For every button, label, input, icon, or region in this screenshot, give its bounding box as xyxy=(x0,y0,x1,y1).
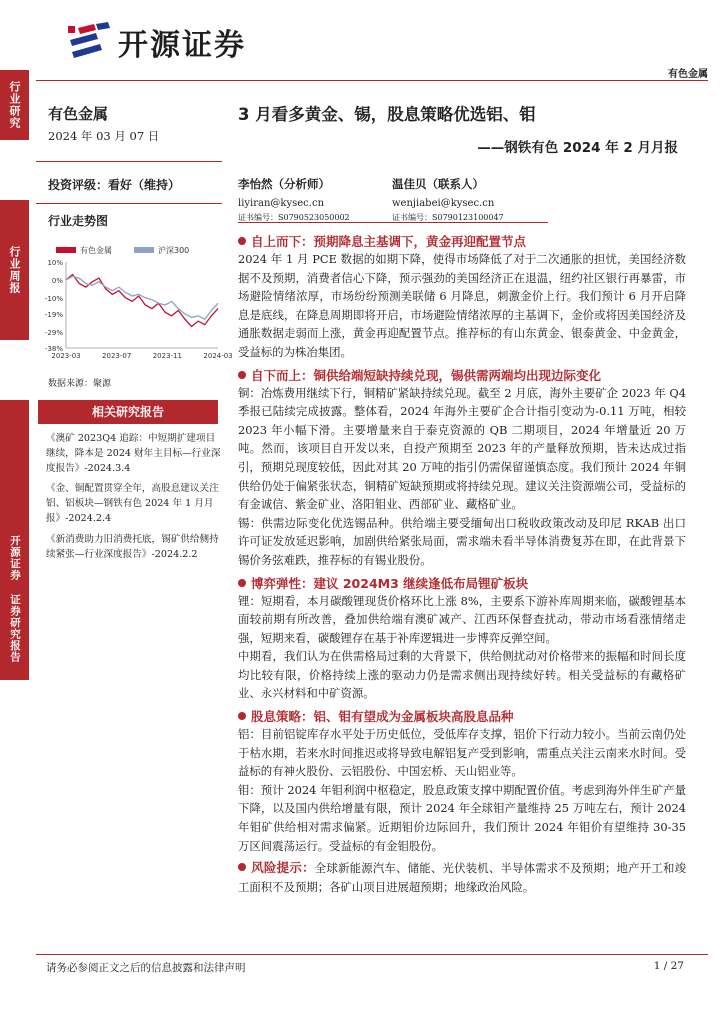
page-number: 1 / 27 xyxy=(653,960,684,972)
analyst-1 xyxy=(238,176,350,223)
sidebar-middle-label: 行业周报 xyxy=(8,246,21,294)
sidebar-top-label: 行业研究 xyxy=(8,81,21,129)
section-title-text: 博弈弹性：建议 2024M3 继续逢低布局锂矿板块 xyxy=(251,575,529,591)
y-tick-label: 10% xyxy=(47,259,63,267)
footer-disclaimer: 请务必参阅正文之后的信息披露和法律声明 xyxy=(46,962,246,974)
trend-chart xyxy=(34,240,233,370)
analyst-name: 温佳贝（联系人） xyxy=(392,177,484,191)
series-line xyxy=(66,275,218,327)
series-line xyxy=(66,276,218,319)
left-rule-2 xyxy=(36,203,222,204)
section-title xyxy=(238,232,686,250)
page-subtitle: ——钢铁有色 2024 年 2 月月报 xyxy=(477,140,678,156)
risk-paragraph xyxy=(238,859,686,896)
analyst-email[interactable]: liyiran@kysec.cn xyxy=(238,198,325,209)
section-title xyxy=(238,366,686,384)
section-top-down xyxy=(238,232,686,362)
analyst-cert: 证书编号：S0790523050002 xyxy=(238,213,350,222)
related-reports xyxy=(46,432,222,568)
section-body-2: 中期看，我们认为在供需格局过剩的大背景下，供给侧扰动对价格带来的振幅和时间长度均比较有限，价格持续上涨的驱动力仍是需求侧出现持续好转。相关受益标的有藏格矿业、永兴材料和中矿资源。 xyxy=(238,649,686,701)
section-body-2: 钼：预计 2024 年钼利润中枢稳定，股息政策支撑中期配置价值。考虑到海外伴生矿产量下降，以及国内供给增量有限，预计 2024 年全球钼产量维持 25 万吨左右，预计 2024 年钼矿供给相对需求偏紧。近期钼价边际回升，我们预计 2024 年钼价有望维持 30-35 万区间震荡运行。受益标的有金钼股份。 xyxy=(238,782,686,853)
related-report-item[interactable]: 《澳矿 2023Q4 追踪：中短期扩建项目继续，降本是 2024 财年主目标—行业深度报告》-2024.3.4 xyxy=(46,433,221,474)
legend-label: 有色金属 xyxy=(80,246,112,255)
analyst-name: 李怡然（分析师） xyxy=(238,177,330,191)
bullet-icon xyxy=(238,371,246,379)
bullet-icon xyxy=(238,863,246,871)
section-body: 铜：冶炼费用继续下行，铜精矿紧缺持续兑现。截至 2 月底，海外主要矿企 2023 年 Q4 季报已陆续完成披露。整体看，2024 年海外主要矿企合计指引变动为-0.11 万吨，相较 2023 年小幅下滑。主要增量来自于泰克资源的 QB 二期项目，2024 年增量近 20 万吨。然而，该项目自开发以来，自投产预期至 2023 年的产量释放预期，皆未达成过指引，预期兑现度较低，因此对其 20 万吨的指引仍需保留谨慎态度。我们预计 2024 年铜供给仍处于偏紧张状态，铜精矿短缺预期或将持续兑现。建议关注资源端公司，受益标的有金诚信、紫金矿业、洛阳钼业、西部矿业、藏格矿业。 xyxy=(238,385,686,512)
legend-swatch xyxy=(56,247,76,253)
data-source: 数据来源：聚源 xyxy=(48,379,112,389)
related-report-item[interactable]: 《金、铜配置贯穿全年，高股息建议关注铝、铝板块—钢铁有色 2024 年 1 月月报》-2024.2.4 xyxy=(46,483,219,524)
sidebar-middle xyxy=(0,200,29,340)
section-title xyxy=(238,574,686,592)
section-title xyxy=(238,707,686,725)
section-body: 2024 年 1 月 PCE 数据的如期下降，使得市场降低了对于二次通胀的担忧，美国经济数据不及预期，消费者信心下降，预示强劲的美国经济正在退温，纽约社区银行再暴雷，市场避险情绪浓厚，市场纷纷预测美联储 6 月降息，刺激金价上行。我们预计 6 月开启降息是底线，在降息周期即将开启，市场避险情绪浓厚的主基调下，金价或将因美国经济及通胀数据走弱而上涨，黄金再迎配置节点。推荐标的有山东黄金、银泰黄金、中金黄金，受益标的为株冶集团。 xyxy=(238,252,686,359)
section-body: 铝：目前铝锭库存水平处于历史低位，受低库存支撑，铝价下行动力较小。当前云南仍处于枯水期，若来水时间推迟或将导致电解铝复产受到影响，需重点关注云南来水时间。受益标的有神火股份、云铝股份、中国宏桥、天山铝业等。 xyxy=(238,727,686,779)
section-title-text: 风险提示： xyxy=(251,860,315,876)
report-date: 2024 年 03 月 07 日 xyxy=(48,129,160,143)
body xyxy=(238,232,686,896)
logo-text: 开源证券 xyxy=(118,28,246,63)
section-title-text: 自上而下：预期降息主基调下，黄金再迎配置节点 xyxy=(251,234,527,249)
bullet-icon xyxy=(238,712,246,720)
category-tag: 有色金属 xyxy=(668,69,708,80)
section-body: 全球新能源汽车、储能、光伏装机、半导体需求不及预期；地产开工和竣工面积不及预期；各矿山项目进展超预期；地缘政治风险。 xyxy=(238,861,686,894)
section-bottom-up xyxy=(238,366,686,570)
sidebar-top xyxy=(0,70,29,140)
analyst-2 xyxy=(392,176,504,223)
bullet-icon xyxy=(238,237,246,245)
logo-mark-icon xyxy=(66,22,112,62)
related-title: 相关研究报告 xyxy=(91,405,164,419)
legend-label: 沪深300 xyxy=(158,246,190,255)
section-risk xyxy=(238,859,686,896)
analyst-rule xyxy=(238,222,548,223)
y-tick-label: -19% xyxy=(44,310,63,319)
section-body-2: 锡：供需边际变化优选锡品种。供给端主要受缅甸出口税收政策改动及印尼 RKAB 出口许可证发放延迟影响，加剧供给紧张局面，需求端未看半导体消费复苏在即，在此背景下锡价务弦难跌，推荐标的有锡业股份。 xyxy=(238,515,686,567)
bullet-icon xyxy=(238,579,246,587)
section-dividend xyxy=(238,707,686,855)
section-title-text: 自下而上：铜供给端短缺持续兑现，锡供需两端均出现边际变化 xyxy=(251,367,602,383)
section-elasticity xyxy=(238,574,686,704)
analyst-email[interactable]: wenjiabei@kysec.cn xyxy=(392,198,495,209)
analyst-cert: 证书编号：S0790123100047 xyxy=(392,213,504,222)
x-tick-label: 2023-11 xyxy=(152,352,182,360)
related-report-item[interactable]: 《新消费助力旧消费托底，锡矿供给侧持续紧张—行业深度报告》-2024.2.2 xyxy=(46,533,219,560)
x-tick-label: 2024-03 xyxy=(203,352,233,360)
chart-title: 行业走势图 xyxy=(48,214,109,228)
y-tick-label: -10% xyxy=(44,294,63,303)
legend-swatch xyxy=(134,247,154,253)
sidebar-bottom-label: 开源证券 证券研究报告 xyxy=(9,535,21,663)
related-title-bar xyxy=(38,400,218,424)
page-title: 3 月看多黄金、锡，股息策略优选铝、钼 xyxy=(238,105,536,124)
x-tick-label: 2023-03 xyxy=(51,352,81,360)
y-tick-label: -29% xyxy=(44,328,63,337)
left-rule-1 xyxy=(36,161,222,162)
rating: 投资评级：看好（维持） xyxy=(48,178,181,192)
section-body: 锂：短期看，本月碳酸锂现货价格环比上涨 8%，主要系下游补库周期来临，碳酸锂基本面较前期有所改善，叠加供给端有澳矿减产、江西环保督查扰动，带动市场看涨情绪走强，短期来看，碳酸锂存在基于补库逻辑进一步博弈反弹空间。 xyxy=(238,593,686,645)
sidebar-bottom xyxy=(0,400,29,680)
section-title xyxy=(238,860,315,875)
header-rule xyxy=(36,80,708,81)
section-title-text: 股息策略：铝、钼有望成为金属板块高股息品种 xyxy=(251,709,514,725)
industry-label: 有色金属 xyxy=(48,105,109,123)
footer-rule xyxy=(36,954,708,955)
y-tick-label: 0% xyxy=(51,276,63,285)
logo xyxy=(66,20,246,64)
y-tick-label: -38% xyxy=(44,345,63,353)
x-tick-label: 2023-07 xyxy=(102,352,132,360)
